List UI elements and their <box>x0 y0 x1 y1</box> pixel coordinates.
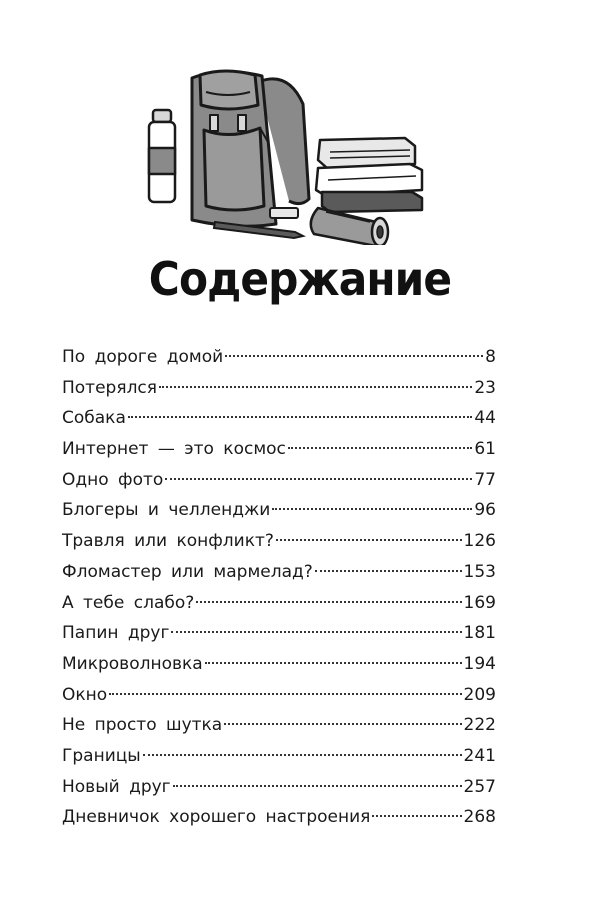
toc-entry-title: Окно <box>62 684 108 705</box>
backpack-icon <box>192 71 309 226</box>
toc-leader-dots <box>173 785 462 787</box>
toc-entry-title: Блогеры и челленджи <box>62 500 271 521</box>
toc-leader-dots <box>128 416 473 418</box>
toc-entry[interactable] <box>62 465 496 496</box>
toc-entry-page: 169 <box>463 592 496 613</box>
bottle-icon <box>149 110 175 202</box>
toc-entry[interactable] <box>62 649 496 680</box>
toc-entry-title: Не просто шутка <box>62 715 223 736</box>
toc-entry[interactable] <box>62 526 496 557</box>
toc-entry[interactable] <box>62 802 496 833</box>
toc-entry-page: 23 <box>474 377 496 398</box>
toc-leader-dots <box>272 508 472 510</box>
toc-entry[interactable] <box>62 434 496 465</box>
toc-entry-title: Новый друг <box>62 776 171 797</box>
toc-entry[interactable] <box>62 557 496 588</box>
toc-entry[interactable] <box>62 772 496 803</box>
toc-entry[interactable] <box>62 495 496 526</box>
toc-leader-dots <box>196 601 461 603</box>
toc-leader-dots <box>224 723 461 725</box>
table-of-contents <box>62 342 496 833</box>
books-icon <box>316 138 422 212</box>
toc-entry[interactable] <box>62 741 496 772</box>
toc-leader-dots <box>159 386 472 388</box>
toc-entry-page: 96 <box>474 500 496 521</box>
toc-entry-title: Одно фото <box>62 469 164 490</box>
school-supplies-illustration <box>140 60 440 245</box>
toc-entry[interactable] <box>62 710 496 741</box>
toc-leader-dots <box>205 662 462 664</box>
toc-entry-page: 8 <box>485 347 496 367</box>
toc-entry-page: 222 <box>463 715 496 736</box>
toc-leader-dots <box>171 631 461 633</box>
toc-entry-page: 257 <box>463 776 496 797</box>
toc-entry-title: Фломастер или мармелад? <box>62 561 313 582</box>
toc-entry-page: 181 <box>463 623 496 644</box>
toc-entry-title: Дневничок хорошего настроения <box>62 807 371 828</box>
toc-entry-page: 44 <box>474 408 496 429</box>
toc-entry-title: Папин друг <box>62 623 170 644</box>
toc-entry[interactable] <box>62 342 496 373</box>
toc-entry-title: Травля или конфликт? <box>62 531 274 552</box>
toc-leader-dots <box>143 754 462 756</box>
toc-entry[interactable] <box>62 403 496 434</box>
toc-entry-page: 268 <box>463 807 496 828</box>
toc-entry-title: Микроволновка <box>62 653 203 674</box>
toc-leader-dots <box>315 570 462 572</box>
toc-entry-page: 77 <box>474 469 496 490</box>
toc-leader-dots <box>165 478 472 480</box>
toc-entry-page: 241 <box>463 745 496 766</box>
toc-leader-dots <box>225 355 483 357</box>
toc-entry-page: 209 <box>463 684 496 705</box>
eraser-icon <box>270 208 298 218</box>
toc-leader-dots <box>288 447 472 449</box>
pencil-case-icon <box>311 208 388 245</box>
page-title: Содержание <box>148 252 452 306</box>
toc-entry-page: 61 <box>474 439 496 460</box>
toc-entry[interactable] <box>62 680 496 711</box>
toc-entry-title: А тебе слабо? <box>62 592 195 613</box>
toc-entry-title: По дороге домой <box>62 347 224 367</box>
toc-entry-page: 126 <box>463 531 496 552</box>
toc-entry-title: Интернет — это космос <box>62 439 286 460</box>
toc-leader-dots <box>109 693 461 695</box>
toc-entry-page: 153 <box>463 561 496 582</box>
toc-entry[interactable] <box>62 618 496 649</box>
toc-entry[interactable] <box>62 373 496 404</box>
toc-entry-title: Границы <box>62 745 141 766</box>
toc-entry-title: Собака <box>62 408 126 429</box>
toc-entry-title: Потерялся <box>62 377 158 398</box>
toc-entry-page: 194 <box>463 653 496 674</box>
toc-leader-dots <box>276 539 462 541</box>
toc-entry[interactable] <box>62 588 496 619</box>
toc-leader-dots <box>372 815 461 817</box>
